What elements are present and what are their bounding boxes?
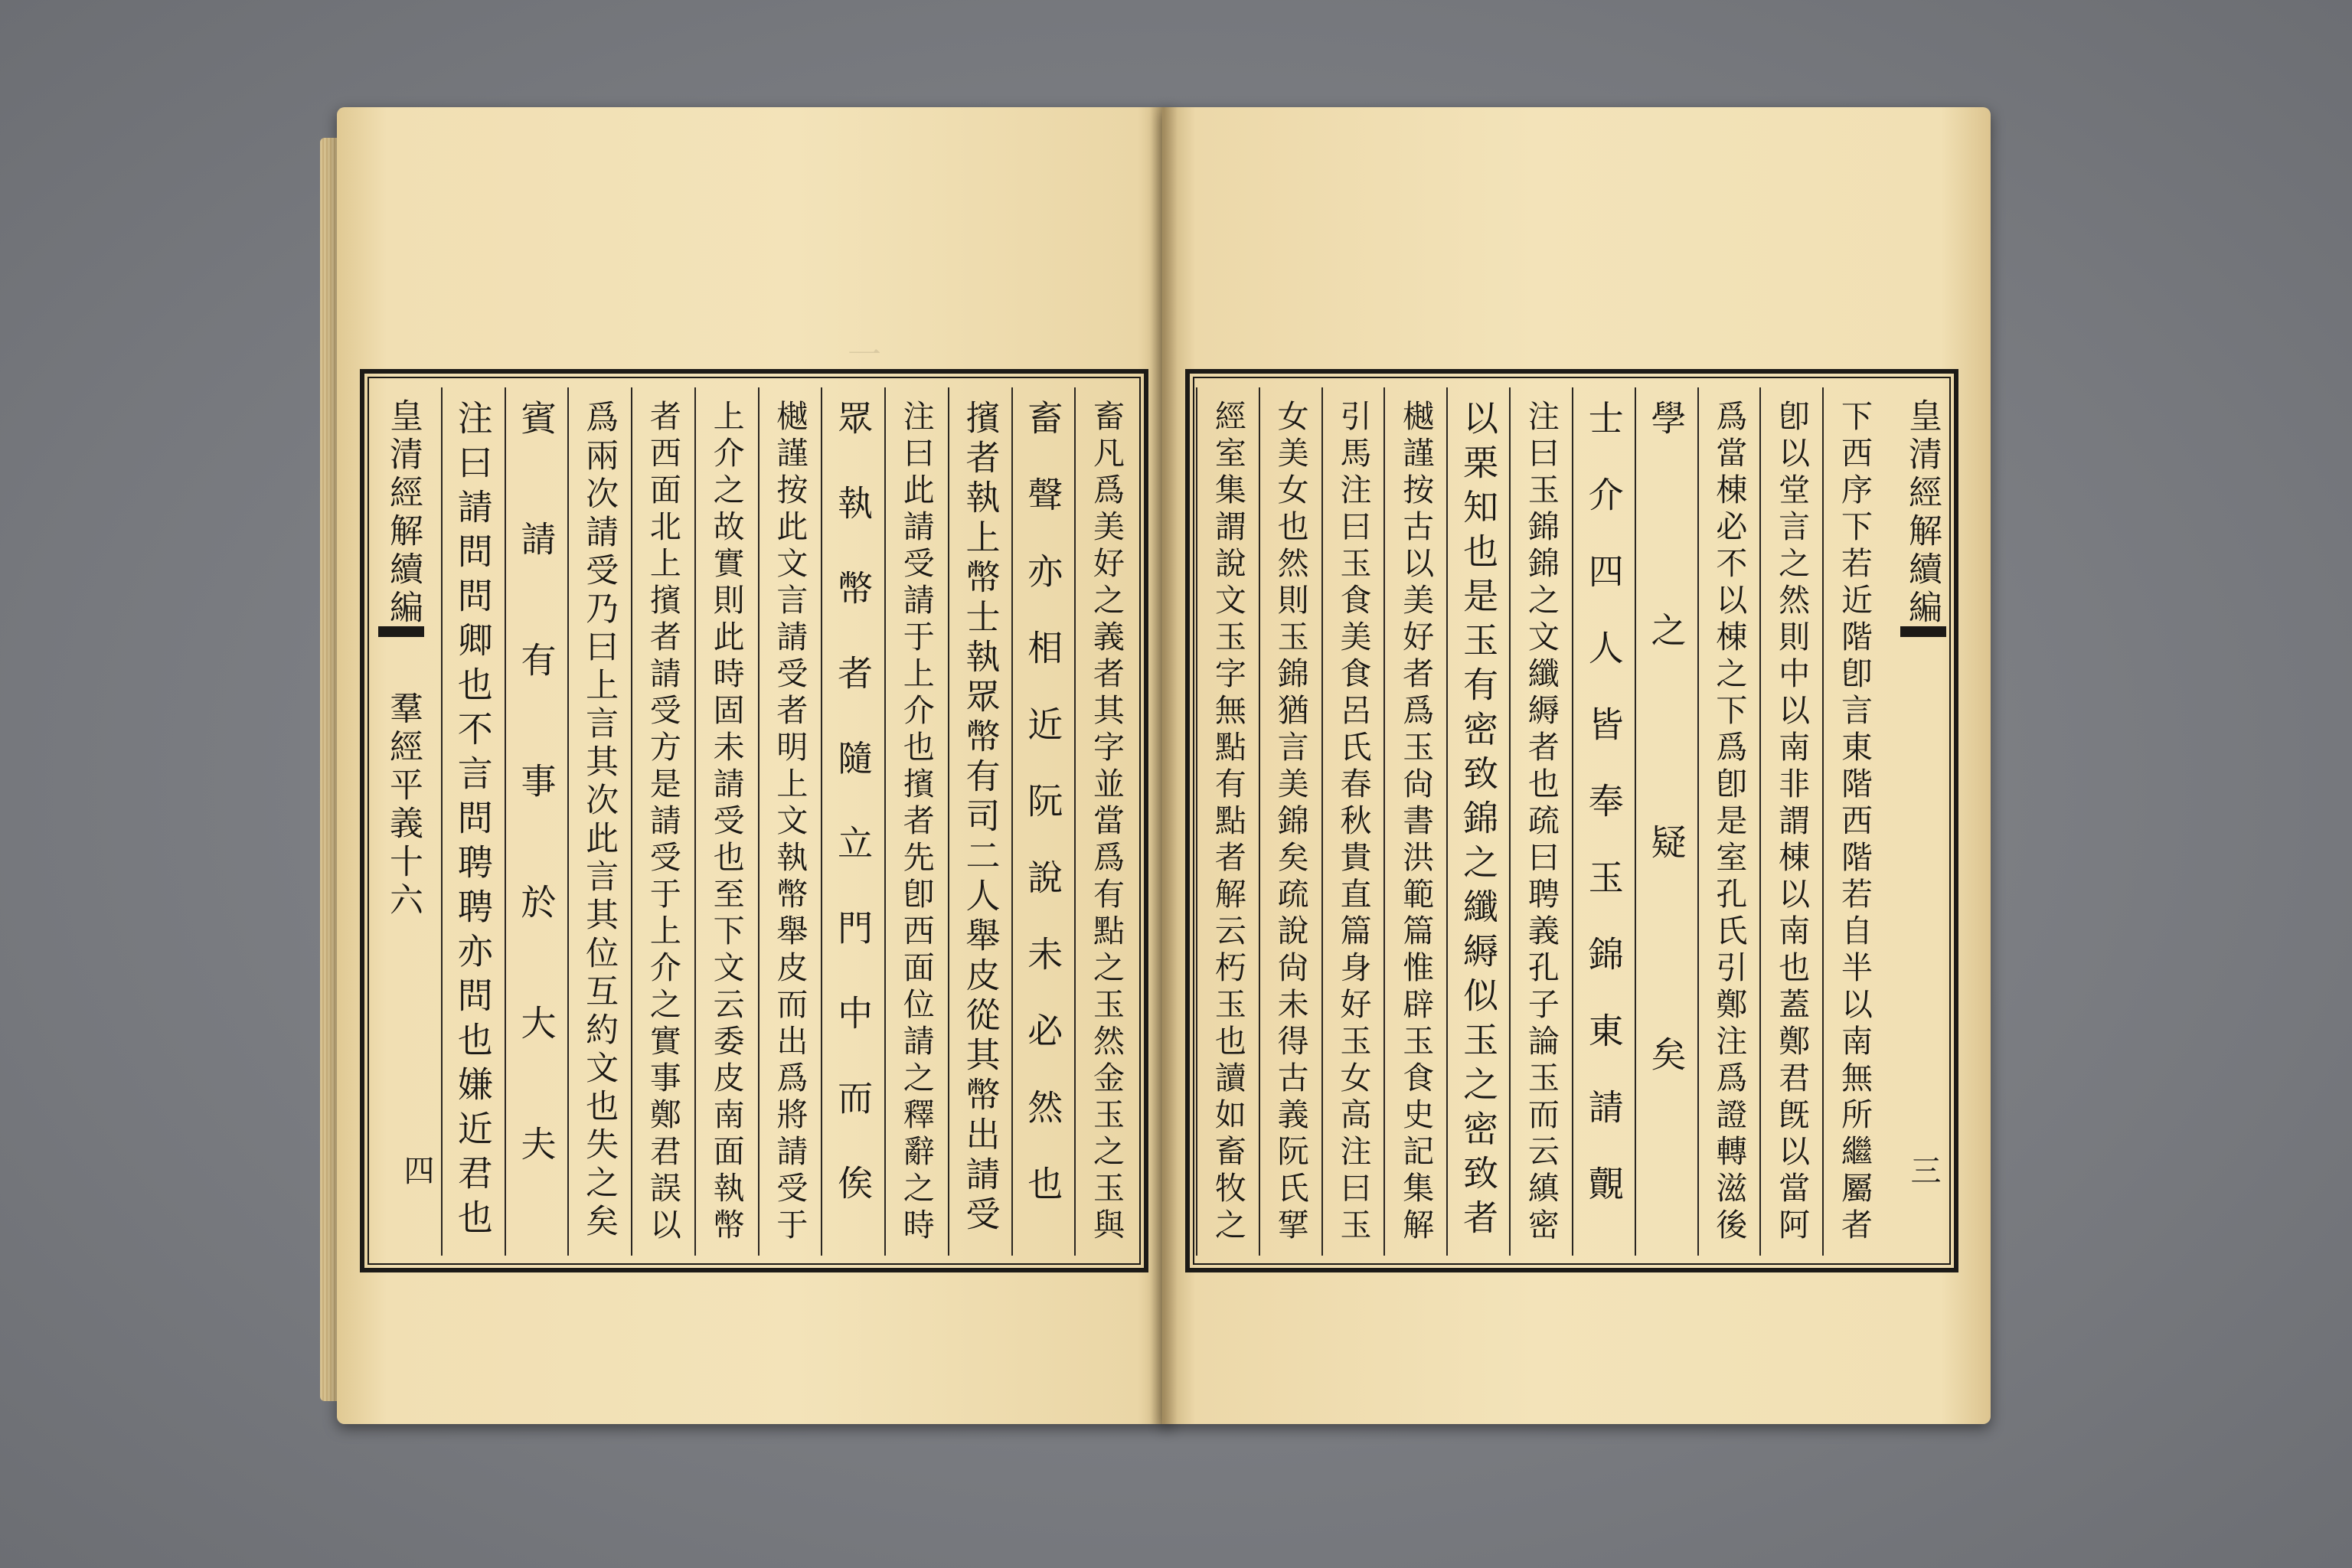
text-column: 引馬注曰玉食美食呂氏春秋貴直篇身好玉女高注曰玉 (1321, 387, 1384, 1256)
left-margin-title (368, 387, 438, 1256)
text-column: 學之疑矣 (1635, 387, 1697, 1256)
text-column: 擯者執上幣士執眾幣有司二人舉皮從其幣出請受 (948, 387, 1011, 1256)
left-text-frame (360, 369, 1148, 1272)
text-column: 女美女也然則玉錦猶言美錦矣疏說尙未得古義阮氏揅 (1259, 387, 1321, 1256)
text-column: 經室集謂說文玉字無點有點者解云朽玉也讀如畜牧之 (1196, 387, 1259, 1256)
right-margin-title (1888, 387, 1957, 1256)
text-column: 卽以堂言之然則中以南非謂棟以南也蓋鄭君旣以當阿 (1759, 387, 1822, 1256)
text-column: 眾執幣者隨立門中而俟 (821, 387, 884, 1256)
text-column: 爲兩次請受乃曰上言其次此言其位互約文也失之矣 (567, 387, 631, 1256)
right-text-frame (1185, 369, 1958, 1272)
fishtail-mark (378, 626, 424, 637)
text-column: 注曰請問問卿也不言問聘聘亦問也嫌近君也 (441, 387, 505, 1256)
margin-subtitle-text: 羣經平義十六 (384, 691, 423, 920)
text-column: 士介四人皆奉玉錦東請覿 (1572, 387, 1635, 1256)
left-folio-number: 四 (399, 1155, 434, 1185)
book-gutter (1150, 107, 1178, 1424)
text-column: 以栗知也是玉有密致錦之纖縟似玉之密致者 (1446, 387, 1509, 1256)
text-column: 爲當棟必不以棟之下爲卽是室孔氏引鄭注爲證轉滋後 (1697, 387, 1760, 1256)
text-column: 上介之故實則此時固未請受也至下文云委皮南面執幣 (694, 387, 758, 1256)
text-column: 注曰玉錦錦之文纖縟者也疏曰聘義孔子論玉而云縝密 (1509, 387, 1572, 1256)
text-column: 注曰此請受請于上介也擯者先卽西面位請之釋辭之時 (884, 387, 948, 1256)
left-margin-subtitle (368, 680, 438, 1109)
column-divider (439, 387, 455, 1256)
text-column: 下西序下若近階卽言東階西階若自半以南無所繼屬者 (1822, 387, 1885, 1256)
text-column: 畜聲亦相近阮說未必然也 (1011, 387, 1075, 1256)
right-folio-number: 三 (1906, 1155, 1941, 1185)
margin-title-text: 皇清經解續編 (1903, 398, 1942, 628)
margin-title-text: 皇清經解續編 (384, 398, 423, 628)
text-column: 賓請有事於大夫 (505, 387, 568, 1256)
text-column: 樾謹按古以美好者爲玉尙書洪範篇惟辟玉食史記集解 (1383, 387, 1446, 1256)
open-book (337, 92, 1991, 1439)
text-column: 樾謹按此文言請受者明上文執幣舉皮而出爲將請受于 (758, 387, 822, 1256)
fishtail-mark (1900, 626, 1946, 637)
text-column: 畜凡爲美好之義者其字並當爲有點之玉然金玉之玉與 (1074, 387, 1138, 1256)
show-through-text: 一 (841, 337, 880, 371)
text-column: 者西面北上擯者請受方是請受于上介之實事鄭君誤以 (631, 387, 694, 1256)
